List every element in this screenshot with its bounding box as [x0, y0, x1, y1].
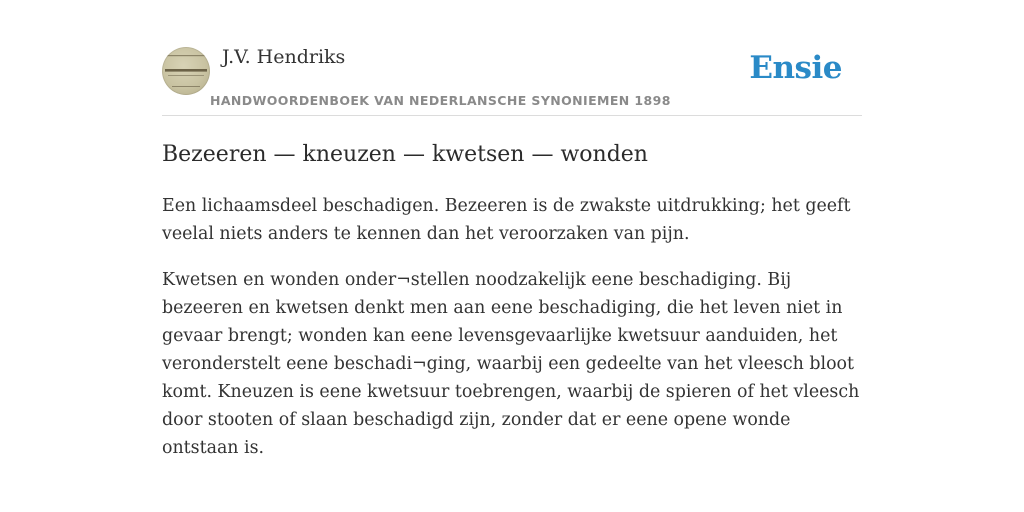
entry-header: [162, 40, 862, 116]
entry-title: Bezeeren — kneuzen — kwetsen — wonden: [162, 142, 648, 167]
entry-card: [162, 40, 862, 462]
author-name[interactable]: J.V. Hendriks: [222, 46, 346, 68]
source-title[interactable]: HANDWOORDENBOEK VAN NEDERLANSCHE SYNONIEMEN 1898: [210, 93, 671, 108]
site-logo[interactable]: Ensie: [749, 50, 842, 86]
entry-paragraph: Een lichaamsdeel beschadigen. Bezeeren is de zwakste uitdrukking; het geeft veelal niets anders te kennen dan het veroorzaken van pijn.: [162, 196, 851, 244]
book-cover-icon[interactable]: [162, 47, 210, 95]
entry-paragraph: Kwetsen en wonden onder¬stellen noodzakelijk eene beschadiging. Bij bezeeren en kwetsen denkt men aan eene beschadiging, die het leven niet in gevaar brengt; wonden kan eene levensgevaarlijke kwetsuur aanduiden, het veronderstelt eene beschadi¬ging, waarbij een gedeelte van het vleesch bloot komt. Kneuzen is eene kwetsuur toebrengen, waarbij de spieren of het vleesch door stooten of slaan beschadigd zijn, zonder dat er eene opene wonde ontstaan is.: [162, 270, 860, 458]
